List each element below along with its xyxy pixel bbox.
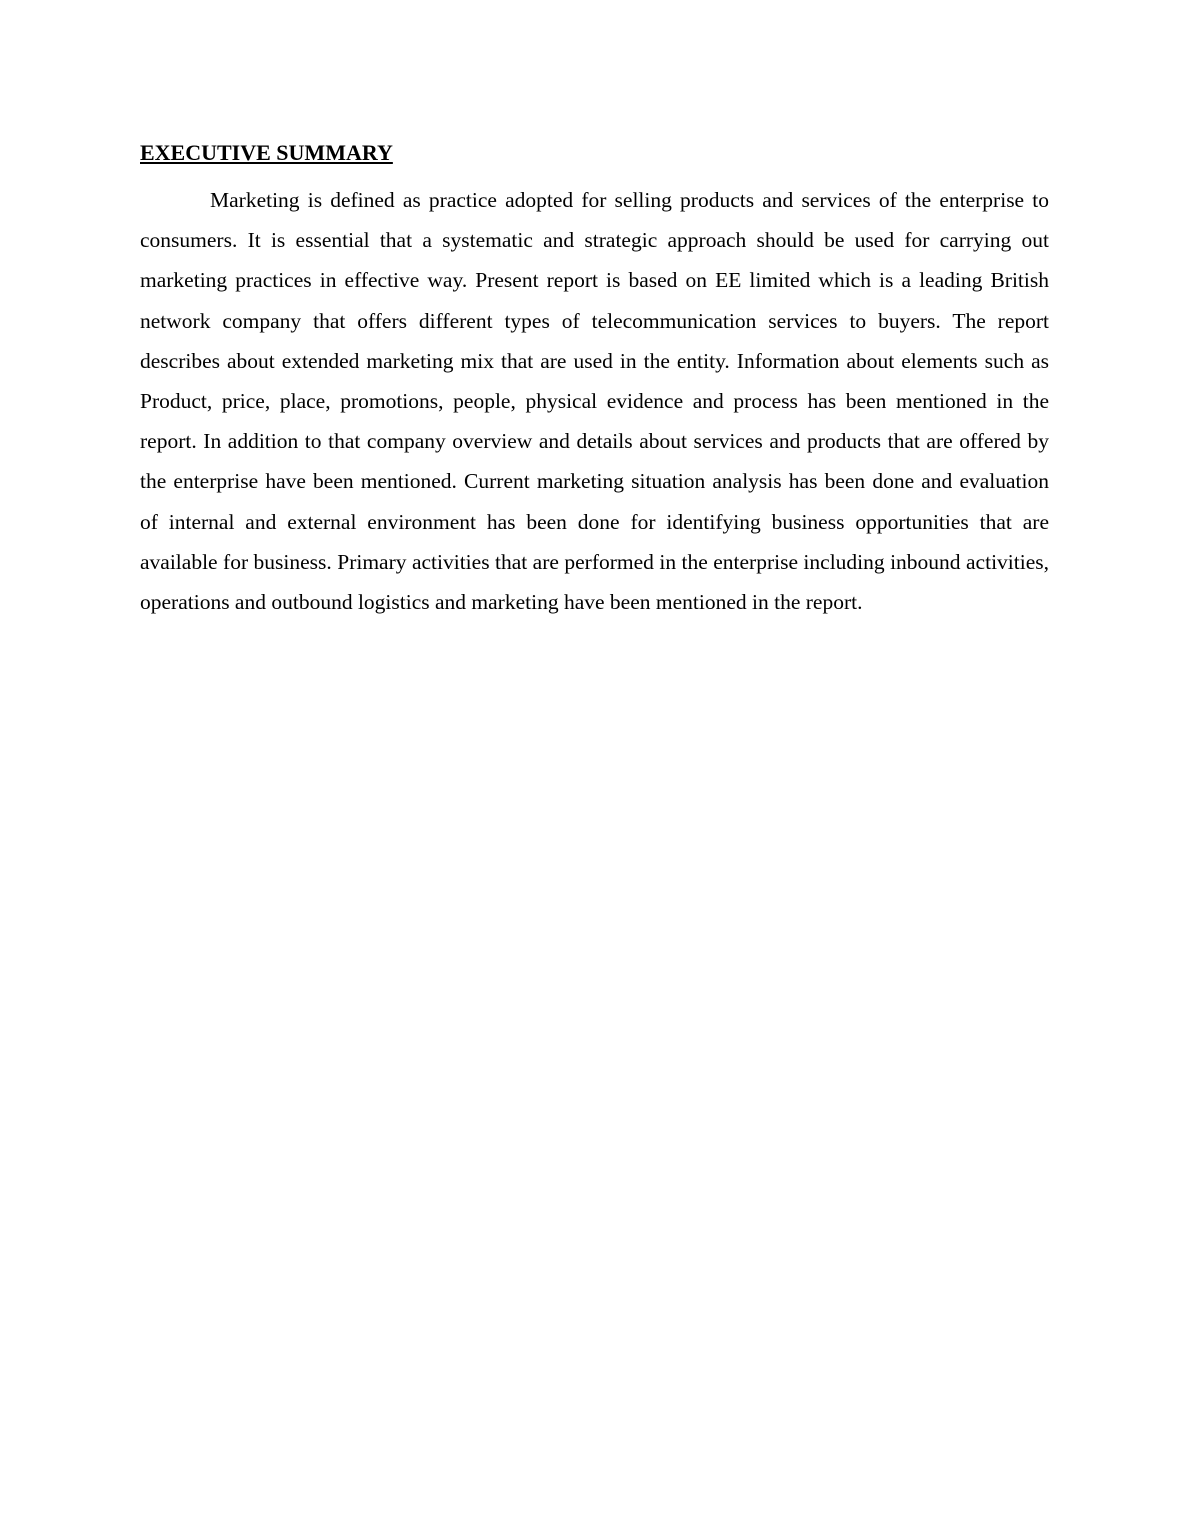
document-content xyxy=(140,138,1049,622)
section-heading: EXECUTIVE SUMMARY xyxy=(140,140,393,165)
summary-paragraph: Marketing is defined as practice adopted for selling products and services of the enterprise to consumers. It is essential that a systematic and strategic approach should be used for carrying out marketing practices in effective way. Present report is based on EE limited which is a leading British network company that offers different types of telecommunication services to buyers. The report describes about extended marketing mix that are used in the entity. Information about elements such as Product, price, place, promotions, people, physical evidence and process has been mentioned in the report. In addition to that company overview and details about services and products that are offered by the enterprise have been mentioned. Current marketing situation analysis has been done and evaluation of internal and external environment has been done for identifying business opportunities that are available for business. Primary activities that are performed in the enterprise including inbound activities, operations and outbound logistics and marketing have been mentioned in the report. xyxy=(140,188,1049,615)
